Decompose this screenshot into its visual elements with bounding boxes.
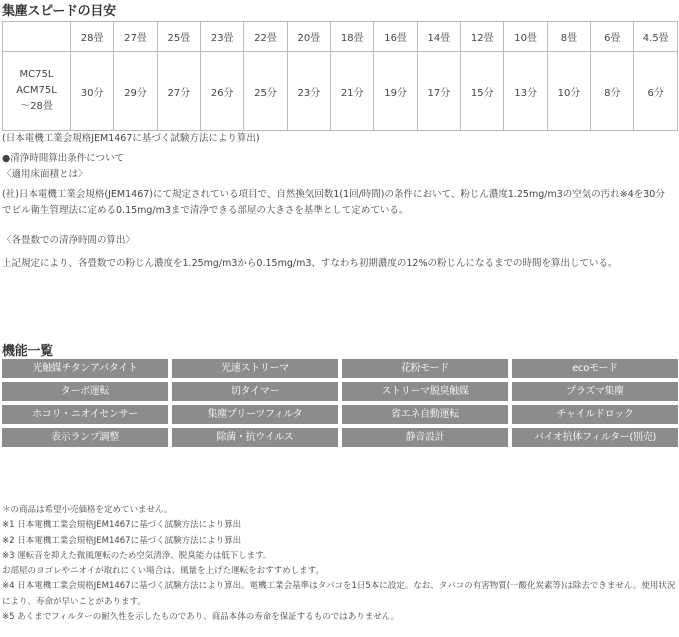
time-cell: 10分 [547, 52, 590, 131]
feature-chip: バイオ抗体フィルター(別売) [512, 428, 678, 447]
footnote: ※4 日本電機工業会規格JEM1467に基づく試験方法により算出。電機工業会基準はタバコを1日5本に設定。なお、タバコの有害物質(一酸化炭素等)は除去できません。使用状況により、寿命が早いことがあります。 [2, 581, 676, 607]
feature-chip: 省エネ自動運転 [342, 405, 508, 424]
time-cell: 17分 [417, 52, 460, 131]
footnote: ※1 日本電機工業会規格JEM1467に基づく試験方法により算出 [2, 520, 242, 531]
size-cell: 18畳 [331, 22, 374, 52]
feature-grid [2, 359, 678, 447]
size-cell: 8畳 [547, 22, 590, 52]
feature-chip: 花粉モード [342, 359, 508, 378]
time-cell: 23分 [287, 52, 330, 131]
time-cell: 21分 [331, 52, 374, 131]
cleaning-body-time: 上記規定により、各畳数での粉じん濃度を1.25mg/m3から0.15mg/m3、すなわち初期濃度の12%の粉じんになるまでの時間を算出している。 [2, 258, 618, 269]
features-title: 機能一覧 [2, 344, 53, 359]
size-cell: 25畳 [157, 22, 200, 52]
cleaning-subheading-time: 〈各畳数での清浄時間の算出〉 [2, 235, 136, 246]
model-line: ACM75L [16, 85, 57, 96]
size-cell: 23畳 [201, 22, 244, 52]
size-cell: 14畳 [417, 22, 460, 52]
size-cell: 12畳 [461, 22, 504, 52]
size-row [3, 22, 678, 52]
time-row [3, 52, 678, 131]
feature-chip: プラズマ集塵 [512, 382, 678, 401]
feature-chip: 除菌・抗ウイルス [172, 428, 338, 447]
time-cell: 25分 [244, 52, 287, 131]
cleaning-heading: ●清浄時間算出条件について [2, 153, 125, 164]
feature-chip: ホコリ・ニオイセンサー [2, 405, 168, 424]
time-cell: 13分 [504, 52, 547, 131]
model-line: MC75L [19, 69, 54, 80]
feature-chip: 切タイマー [172, 382, 338, 401]
feature-chip: 表示ランプ調整 [2, 428, 168, 447]
size-cell: 28畳 [71, 22, 114, 52]
time-cell: 15分 [461, 52, 504, 131]
size-cell: 4.5畳 [634, 22, 678, 52]
model-line: 〜28畳 [20, 101, 53, 112]
size-cell: 20畳 [287, 22, 330, 52]
time-cell: 6分 [634, 52, 678, 131]
size-cell: 22畳 [244, 22, 287, 52]
footnote: ※5 あくまでフィルターの耐久性を示したものであり、商品本体の寿命を保証するものではありません。 [2, 612, 400, 623]
time-cell: 30分 [71, 52, 114, 131]
time-cell: 19分 [374, 52, 417, 131]
size-cell: 16畳 [374, 22, 417, 52]
cleaning-subheading-area: 〈適用床面積とは〉 [2, 169, 88, 180]
footnote: ※3 運転音を抑えた微風運転のため空気清浄、脱臭能力は低下します。 [2, 550, 272, 561]
feature-chip: 集塵プリーツフィルタ [172, 405, 338, 424]
time-cell: 29分 [114, 52, 157, 131]
speed-note: (日本電機工業会規格JEM1467に基づく試験方法により算出) [2, 133, 260, 144]
footnote: ※2 日本電機工業会規格JEM1467に基づく試験方法により算出 [2, 535, 242, 546]
speed-title: 集塵スピードの目安 [2, 4, 116, 19]
feature-chip: チャイルドロック [512, 405, 678, 424]
cleaning-body-area: (社)日本電機工業会規格(JEM1467)にて規定されている項目で、自然換気回数1(1回/時間)の条件において、粉じん濃度1.25mg/m3の空気の汚れ※4を30分でビル衛生管理法に定める0.15mg/m3まで清浄できる部屋の大きさを基準として定めている。 [2, 189, 665, 216]
footnotes [2, 503, 676, 625]
feature-chip: ストリーマ脱臭触媒 [342, 382, 508, 401]
footnote: お部屋のヨゴレやニオイが取れにくい場合は、風量を上げた運転をおすすめします。 [2, 566, 324, 577]
time-cell: 8分 [591, 52, 634, 131]
time-cell: 26分 [201, 52, 244, 131]
footnote: ＊の商品は希望小売価格を定めていません。 [2, 505, 173, 515]
size-cell: 10畳 [504, 22, 547, 52]
table-corner [3, 22, 71, 52]
feature-chip: 静音設計 [342, 428, 508, 447]
time-cell: 27分 [157, 52, 200, 131]
size-cell: 6畳 [591, 22, 634, 52]
size-cell: 27畳 [114, 22, 157, 52]
feature-chip: ターボ運転 [2, 382, 168, 401]
feature-chip: 光速ストリーマ [172, 359, 338, 378]
speed-table [2, 21, 678, 131]
feature-chip: ecoモード [512, 359, 678, 378]
feature-chip: 光触媒チタンアパタイト [2, 359, 168, 378]
model-cell [3, 52, 71, 131]
